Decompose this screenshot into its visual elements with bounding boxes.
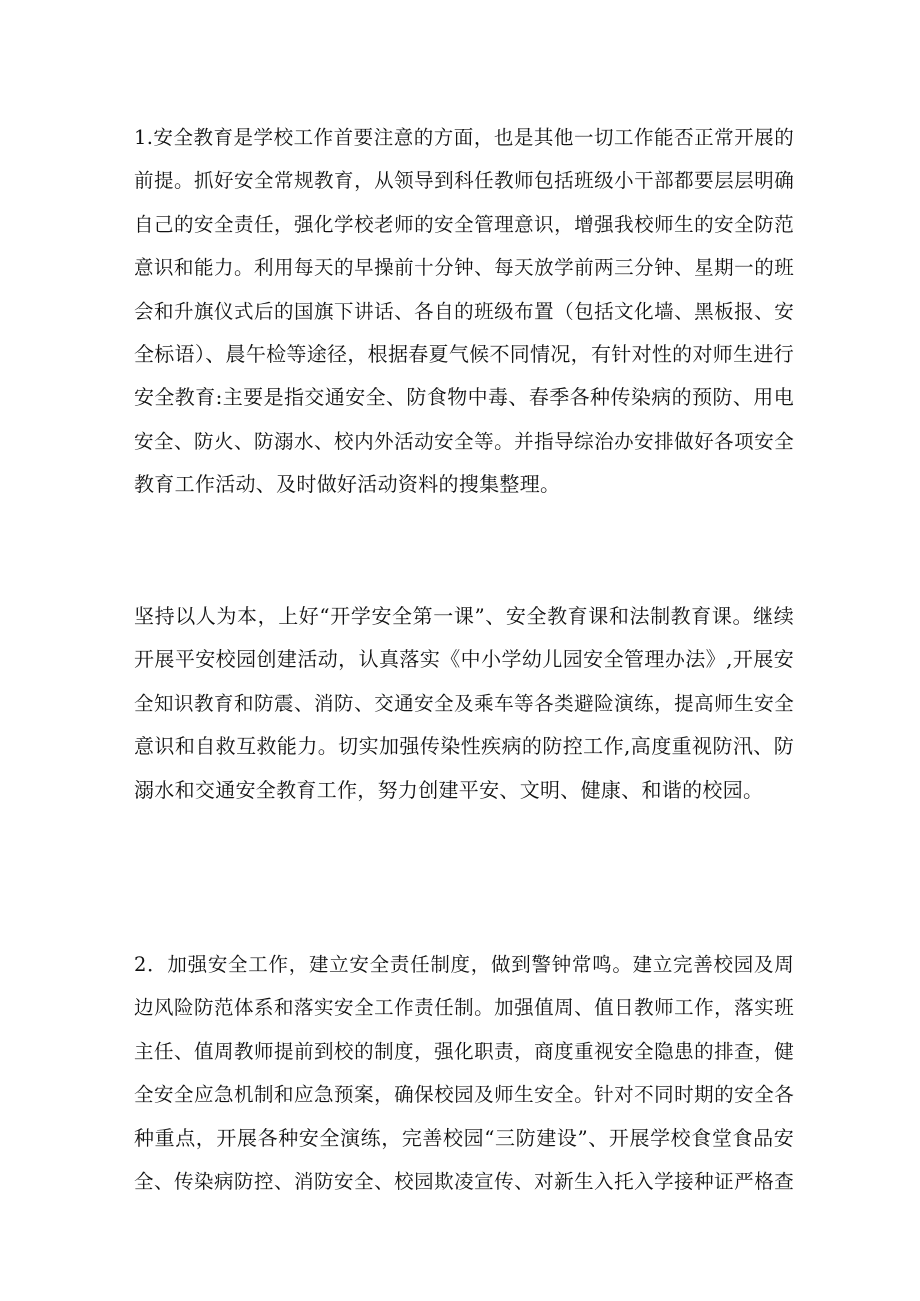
text-line: 坚持以人为本，上好“开学安全第一课”、安全教育课和法制教育课。继续 (134, 604, 794, 628)
text-line: 溺水和交通安全教育工作，努力创建平安、文明、健康、和谐的校园。 (134, 777, 764, 802)
text-line: 全、传染病防控、消防安全、校园欺凌宣传、对新生入托入学接种证严格查 (134, 1169, 794, 1193)
text-line: 边风险防范体系和落实安全工作责任制。加强值周、值日教师工作，落实班 (134, 996, 794, 1020)
text-line: 前提。抓好安全常规教育，从领导到科任教师包括班级小干部都要层层明确 (134, 169, 794, 193)
text-line: 安全、防火、防溺水、校内外活动安全等。并指导综治办安排做好各项安全 (134, 429, 794, 453)
paragraph-people-oriented (134, 595, 794, 812)
text-line: 意识和自救互救能力。切实加强传染性疾病的防控工作,高度重视防汛、防 (134, 734, 794, 759)
text-line: 全知识教育和防震、消防、交通安全及乘车等各类避险演练，提高师生安全 (134, 691, 794, 715)
text-line: 2．加强安全工作，建立安全责任制度，做到警钟常鸣。建立完善校园及周 (134, 953, 794, 976)
text-line: 全安全应急机制和应急预案，确保校园及师生安全。针对不同时期的安全各 (134, 1083, 794, 1107)
text-line: 自己的安全责任，强化学校老师的安全管理意识，增强我校师生的安全防范 (134, 212, 794, 236)
text-line: 安全教育:主要是指交通安全、防食物中毒、春季各种传染病的预防、用电 (134, 385, 794, 410)
text-line: 1.安全教育是学校工作首要注意的方面，也是其他一切工作能否正常开展的 (134, 126, 794, 149)
text-line: 教育工作活动、及时做好活动资料的搜集整理。 (134, 472, 561, 497)
text-line: 主任、值周教师提前到校的制度，强化职责，商度重视安全隐患的排查，健 (134, 1039, 794, 1063)
text-line: 开展平安校园创建活动，认真落实《中小学幼儿园安全管理办法》,开展安 (134, 647, 794, 672)
paragraph-safety-work (134, 943, 794, 1203)
text-line: 意识和能力。利用每天的早操前十分钟、每天放学前两三分钟、星期一的班 (134, 256, 794, 280)
text-line: 种重点，开展各种安全演练，完善校园“三防建设”、开展学校食堂食品安 (134, 1125, 794, 1150)
text-line: 全标语）、晨午检等途径，根据春夏气候不同情况，有针对性的对师生进行 (134, 341, 794, 366)
text-line: 会和升旗仪式后的国旗下讲话、各自的班级布置（包括文化墙、黑板报、安 (134, 299, 794, 323)
paragraph-safety-education (134, 116, 794, 507)
